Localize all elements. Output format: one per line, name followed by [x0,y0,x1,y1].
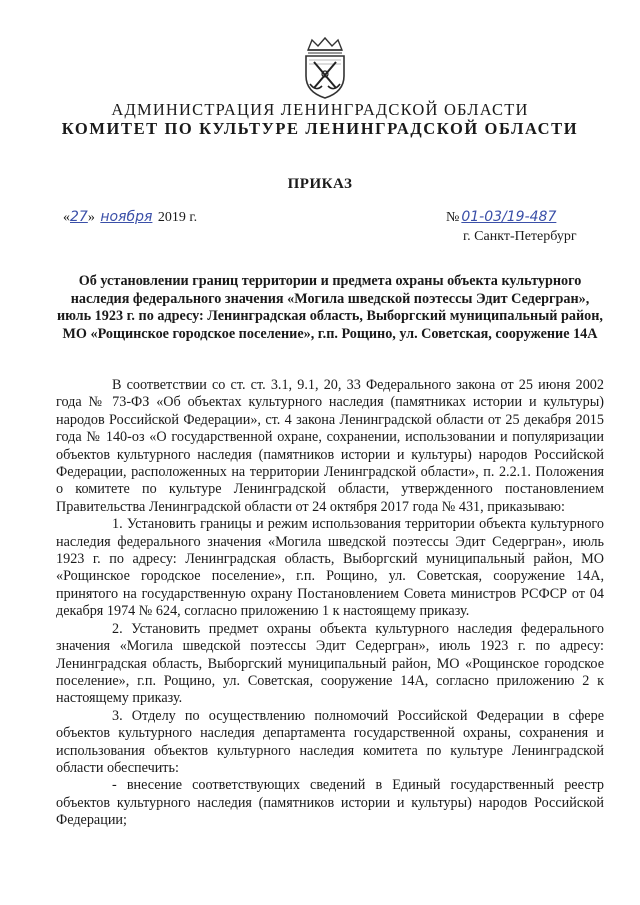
paragraph-item-3: 3. Отделу по осуществлению полномочий Российской Федерации в сфере объектов культурного наследия департамента государственной охраны, сохранения и использования объектов культурного наследия комитета по культуре Ленинградской области обеспечить: [56,707,604,776]
date-month: ноября [100,209,153,225]
document-title: ПРИКАЗ [287,176,353,192]
order-date [63,209,197,226]
date-quote-close: » [87,210,95,225]
organization-line-1: АДМИНИСТРАЦИЯ ЛЕНИНГРАДСКОЙ ОБЛАСТИ [111,100,529,119]
coat-of-arms-icon [300,36,350,100]
date-quote-open: « [63,210,70,225]
date-day: 27 [70,209,88,225]
number-prefix: № [446,210,460,225]
paragraph-preamble: В соответствии со ст. ст. 3.1, 9.1, 20, 33 Федерального закона от 25 июня 2002 года № 73-ФЗ «Об объектах культурного наследия (памятниках истории и культуры) народов Российской Федерации», ст. 4 закона Ленинградской области от 25 декабря 2015 года № 140-оз «О государственной охране, сохранении, использовании и популяризации объектов культурного наследия (памятников истории и культуры) народов Российской Федерации, расположенных на территории Ленинградской области», п. 2.2.1. Положения о комитете по культуре Ленинградской области, утвержденного постановлением Правительства Ленинградской области от 24 октября 2017 года № 431, приказываю: [56,377,604,515]
order-body [56,377,604,830]
order-subject: Об установлении границ территории и предмета охраны объекта культурного наследия федерального значения «Могила шведской поэтессы Эдит Седергран», июль 1923 г. по адресу: Ленинградская область, Выборгский муниципальный район, МО «Рощинское городское поселение», г.п. Рощино, ул. Советская, сооружение 14А [57,273,603,342]
paragraph-item-2: 2. Установить предмет охраны объекта культурного наследия федерального значения «Могила шведской поэтессы Эдит Седергран», июль 1923 г. по адресу: Ленинградская область, Выборгский муниципальный район, МО «Рощинское городское поселение», г.п. Рощино, ул. Советская, сооружение 14А, согласно приложению 2 к настоящему приказу. [56,620,604,707]
organization-line-2: КОМИТЕТ ПО КУЛЬТУРЕ ЛЕНИНГРАДСКОЙ ОБЛАСТИ [61,119,579,138]
paragraph-item-3-bullet: - внесение соответствующих сведений в Единый государственный реестр объектов культурного наследия (памятников истории и культуры) народов Российской Федерации; [56,777,604,829]
date-year: 2019 г. [157,210,198,225]
number-value: 01-03/19-487 [461,209,557,225]
order-city: г. Санкт-Петербург [463,229,577,244]
paragraph-item-1: 1. Установить границы и режим использования территории объекта культурного наследия федерального значения «Могила шведской поэтессы Эдит Седергран», июль 1923 г. по адресу: Ленинградская область, Выборгский муниципальный район, МО «Рощинское городское поселение», г.п. Рощино, ул. Советская, сооружение 14А, принятого на государственную охрану Постановлением Совета министров РСФСР от 04 декабря 1974 № 624, согласно приложению 1 к настоящему приказу. [56,516,604,620]
order-number [446,209,556,226]
